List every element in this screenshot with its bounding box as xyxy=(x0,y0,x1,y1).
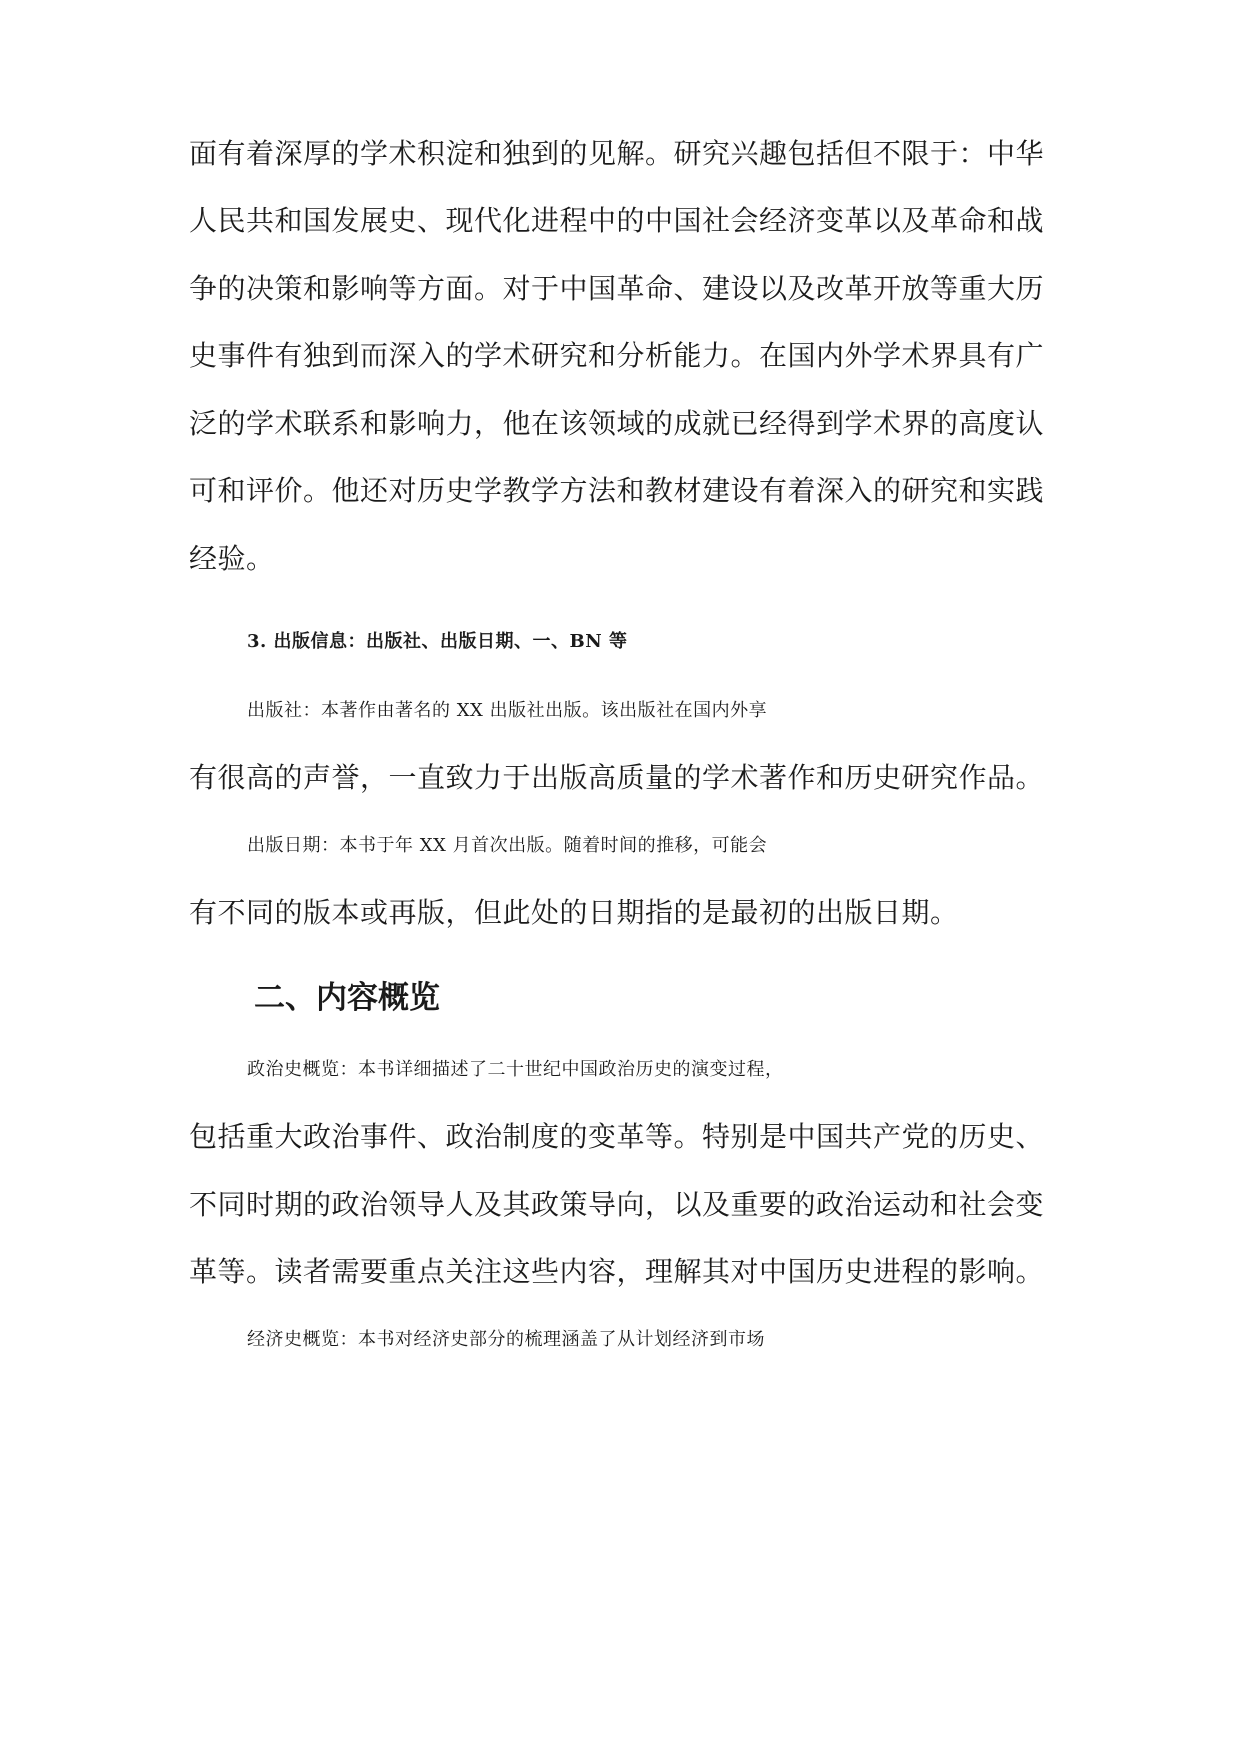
political-history-line: 不同时期的政治领导人及其政策导向，以及重要的政治运动和社会变 xyxy=(189,1188,1045,1221)
publisher-line: 出版社：本著作由著名的 XX 出版社出版。该出版社在国内外享 xyxy=(247,700,768,721)
economic-history-line: 经济史概览：本书对经济史部分的梳理涵盖了从计划经济到市场 xyxy=(247,1329,765,1350)
paragraph-line: 泛的学术联系和影响力，他在该领域的成就已经得到学术界的高度认 xyxy=(189,407,1045,440)
paragraph-line: 可和评价。他还对历史学教学方法和教材建设有着深入的研究和实践 xyxy=(189,474,1045,507)
publication-date-line: 有不同的版本或再版，但此处的日期指的是最初的出版日期。 xyxy=(189,896,959,929)
political-history-line: 政治史概览：本书详细描述了二十世纪中国政治历史的演变过程， xyxy=(247,1059,784,1080)
paragraph-line: 争的决策和影响等方面。对于中国革命、建设以及改革开放等重大历 xyxy=(189,272,1045,305)
paragraph-line: 人民共和国发展史、现代化进程中的中国社会经济变革以及革命和战 xyxy=(189,204,1045,237)
paragraph-line: 史事件有独到而深入的学术研究和分析能力。在国内外学术界具有广 xyxy=(189,339,1045,372)
publisher-line: 有很高的声誉，一直致力于出版高质量的学术著作和历史研究作品。 xyxy=(189,761,1045,794)
paragraph-line: 经验。 xyxy=(189,542,275,575)
publication-date-line: 出版日期：本书于年 XX 月首次出版。随着时间的推移，可能会 xyxy=(247,835,768,856)
section-heading: 3. 出版信息：出版社、出版日期、一、BN 等 xyxy=(247,631,628,652)
chapter-heading: 二、内容概览 xyxy=(254,980,440,1016)
paragraph-line: 面有着深厚的学术积淀和独到的见解。研究兴趣包括但不限于：中华 xyxy=(189,137,1045,170)
political-history-line: 包括重大政治事件、政治制度的变革等。特别是中国共产党的历史、 xyxy=(189,1120,1045,1153)
political-history-line: 革等。读者需要重点关注这些内容，理解其对中国历史进程的影响。 xyxy=(189,1255,1045,1288)
